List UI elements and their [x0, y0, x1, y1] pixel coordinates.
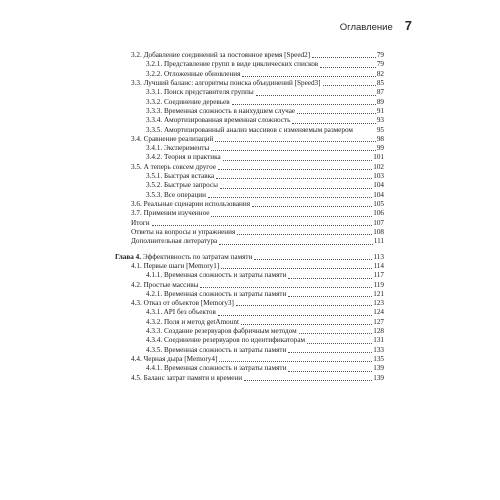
toc-entry[interactable]	[115, 135, 384, 144]
toc-entry[interactable]	[115, 79, 384, 88]
toc-entry[interactable]	[115, 116, 384, 125]
toc-entry[interactable]	[115, 209, 384, 218]
toc-entry-title: 3.5. А теперь совсем другое	[131, 162, 216, 171]
toc-entry[interactable]	[115, 126, 384, 135]
dot-leader	[292, 122, 375, 124]
toc-entry-title: 4.4. Черная дыра [Memory4]	[131, 355, 218, 363]
dot-leader	[219, 243, 373, 245]
toc-page-number: 117	[373, 271, 384, 280]
dot-leader	[220, 187, 372, 189]
toc-page-number: 139	[373, 373, 384, 382]
dot-leader	[288, 370, 372, 372]
dot-leader	[236, 304, 372, 306]
toc-entry[interactable]	[115, 336, 384, 345]
dot-leader	[208, 196, 372, 198]
dot-leader	[216, 177, 372, 179]
toc-entry-title: 3.5.2. Быстрые запросы	[146, 181, 218, 190]
toc-entry[interactable]	[115, 281, 384, 290]
running-head-title: Оглавление	[339, 22, 393, 33]
toc-entry[interactable]	[115, 181, 384, 190]
toc-entry-title: 4.3.4. Соединение резервуаров по идентификаторам	[146, 336, 306, 345]
toc-entry[interactable]	[115, 327, 384, 336]
toc-entry-title: 3.2.1. Представление групп в виде циклических списков	[146, 60, 319, 69]
toc-entry-title: Итоги	[131, 218, 150, 227]
dot-leader	[312, 56, 376, 58]
toc-page-number: 105	[373, 200, 384, 208]
dot-leader	[244, 379, 372, 381]
toc-page-number: 103	[373, 172, 384, 181]
toc-entry-title: 3.4. Сравнение реализаций	[131, 134, 214, 143]
toc-page-number: 101	[373, 153, 384, 162]
toc-page-number: 135	[373, 355, 384, 363]
toc-entry-title: 4.3.5. Временная сложность и затраты памяти	[146, 345, 287, 354]
toc-page-number: 128	[373, 327, 384, 336]
dot-leader	[288, 295, 372, 297]
toc-page-number: 111	[373, 237, 384, 246]
toc-page-number: 114	[373, 261, 384, 270]
toc-entry[interactable]	[115, 374, 384, 383]
toc-page-number: 82	[376, 69, 384, 78]
dot-leader	[219, 360, 372, 362]
toc-entry[interactable]	[115, 271, 384, 280]
toc-page-number: 104	[373, 190, 384, 199]
toc-entry[interactable]	[115, 237, 384, 246]
toc-entry-title: 3.3.4. Амортизированная временная сложность	[146, 116, 291, 125]
toc-entry-title: 4.1. Первые шаги [Memory1]	[131, 261, 220, 270]
toc-page-number: 104	[373, 181, 384, 190]
toc-entry-title: 3.3. Лучший баланс: алгоритмы поиска объединений [Speed3]	[131, 78, 321, 87]
toc-entry-title: 3.2. Добавление соединений за постоянное время [Speed2]	[131, 51, 311, 59]
toc-entry-title: 4.3.2. Поля и метод getAmount	[146, 317, 239, 326]
toc-page-number: 93	[376, 116, 384, 125]
dot-leader	[241, 323, 372, 325]
dot-leader	[218, 168, 372, 170]
dot-leader	[242, 75, 375, 77]
toc-page-number: 133	[373, 345, 384, 354]
toc-chapter-label: Глава 4.	[115, 252, 142, 261]
toc-page-number: 89	[376, 97, 384, 106]
toc-page-number: 113	[373, 252, 384, 261]
toc-page-number: 119	[373, 280, 384, 289]
dot-leader	[256, 94, 376, 96]
toc-entry[interactable]	[115, 51, 384, 60]
dot-leader	[320, 66, 376, 68]
toc-entry-title: 4.3. Отказ от объектов [Memory3]	[131, 299, 234, 308]
toc-entry-title: 3.5.1. Быстрая вставка	[146, 172, 215, 181]
toc-page-number: 99	[376, 144, 384, 153]
toc-page-number: 127	[373, 317, 384, 326]
toc-entry-title: 4.2. Простые массивы	[131, 280, 199, 289]
toc-page-number: 91	[376, 106, 384, 115]
dot-leader	[307, 342, 372, 344]
toc-entry-title: 3.4.1. Эксперименты	[146, 144, 210, 153]
toc-page-number: 79	[376, 51, 384, 59]
dot-leader	[218, 314, 372, 316]
toc-chapter-title: Эффективность по затратам памяти	[141, 252, 253, 261]
toc-page-number: 123	[373, 299, 384, 308]
dot-leader	[288, 277, 372, 279]
toc-entry[interactable]	[115, 290, 384, 299]
toc-entry-title: 3.3.1. Поиск представителя группы	[146, 88, 254, 97]
toc-entry-title: 4.1.1. Временная сложность и затраты памяти	[146, 271, 287, 280]
dot-leader	[215, 140, 375, 142]
dot-leader	[254, 258, 372, 260]
toc-entry-title: 3.6. Реальные сценарии использования	[131, 200, 251, 208]
toc-entry-title: 4.5. Баланс затрат памяти и времени	[131, 373, 243, 382]
toc-entry-title: 3.3.2. Соединение деревьев	[146, 97, 230, 106]
toc-page-number: 79	[376, 60, 384, 69]
toc-entry-title: 3.4.2. Теория и практика	[146, 153, 221, 162]
toc-entry[interactable]	[115, 163, 384, 172]
dot-leader	[237, 233, 372, 235]
running-head	[340, 18, 412, 33]
dot-leader	[211, 215, 372, 217]
toc-entry[interactable]	[115, 70, 384, 79]
toc-entry[interactable]	[115, 88, 384, 97]
toc-entry-title: Ответы на вопросы и упражнения	[131, 227, 236, 236]
toc-entry-title: 3.3.3. Временная сложность в наихудшем случае	[146, 106, 296, 115]
toc-page-number: 108	[373, 227, 384, 236]
toc-page-number: 85	[376, 78, 384, 87]
dot-leader	[297, 112, 376, 114]
toc-entry[interactable]	[115, 346, 384, 355]
toc-page-number: 87	[376, 88, 384, 97]
toc-page-number: 102	[373, 162, 384, 171]
toc-entry-title: 4.3.1. API без объектов	[146, 308, 216, 317]
toc-page-number: 98	[376, 134, 384, 143]
toc-entry-title: 3.2.2. Отложенные обновления	[146, 69, 241, 78]
dot-leader	[200, 286, 372, 288]
toc-page-number: 124	[373, 308, 384, 317]
dot-leader	[252, 205, 372, 207]
toc-entry[interactable]	[115, 219, 384, 228]
page-number: 7	[404, 18, 412, 33]
toc-entry[interactable]	[115, 144, 384, 153]
toc-entry[interactable]	[115, 98, 384, 107]
toc-entry[interactable]	[115, 364, 384, 373]
toc-entry[interactable]	[115, 355, 384, 364]
toc-entry-title: 4.2.1. Временная сложность и затраты памяти	[146, 289, 287, 298]
dot-leader	[211, 149, 376, 151]
dot-leader	[323, 84, 376, 86]
dot-leader	[232, 103, 376, 105]
toc-entry-title: 3.3.5. Амортизированный анализ массивов с изменяемым размером	[146, 125, 353, 134]
dot-leader	[221, 267, 372, 269]
dot-leader	[288, 351, 372, 353]
toc-chapter-entry[interactable]	[115, 253, 384, 262]
toc-entry[interactable]	[115, 308, 384, 317]
toc-entry[interactable]	[115, 107, 384, 116]
toc-page-number: 139	[373, 364, 384, 373]
toc-entry[interactable]	[115, 299, 384, 308]
toc-page-number: 95	[376, 125, 384, 134]
toc-entry[interactable]	[115, 262, 384, 271]
toc-page-number: 131	[373, 336, 384, 345]
toc-entry[interactable]	[115, 200, 384, 209]
toc-entry[interactable]	[115, 191, 384, 200]
toc-entry[interactable]	[115, 153, 384, 162]
dot-leader	[152, 224, 373, 226]
toc-entry[interactable]	[115, 60, 384, 69]
toc-entry[interactable]	[115, 318, 384, 327]
toc-page-number: 106	[373, 209, 384, 218]
dot-leader	[299, 332, 373, 334]
toc-entry-title: 3.5.3. Все операции	[146, 190, 206, 199]
toc-entry-title: 4.4.1. Временная сложность и затраты памяти	[146, 364, 287, 373]
dot-leader	[223, 159, 373, 161]
toc-page-number: 121	[373, 289, 384, 298]
toc-entry-title: 3.7. Применим изученное	[131, 209, 210, 218]
toc-entry-title	[115, 253, 252, 262]
toc-page-number: 107	[373, 218, 384, 227]
toc-entry[interactable]	[115, 172, 384, 181]
toc-entry[interactable]	[115, 228, 384, 237]
toc-entry-title: 4.3.3. Создание резервуаров фабричным методом	[146, 327, 297, 336]
table-of-contents	[115, 51, 384, 383]
toc-entry-title: Дополнительная литература	[131, 237, 218, 246]
